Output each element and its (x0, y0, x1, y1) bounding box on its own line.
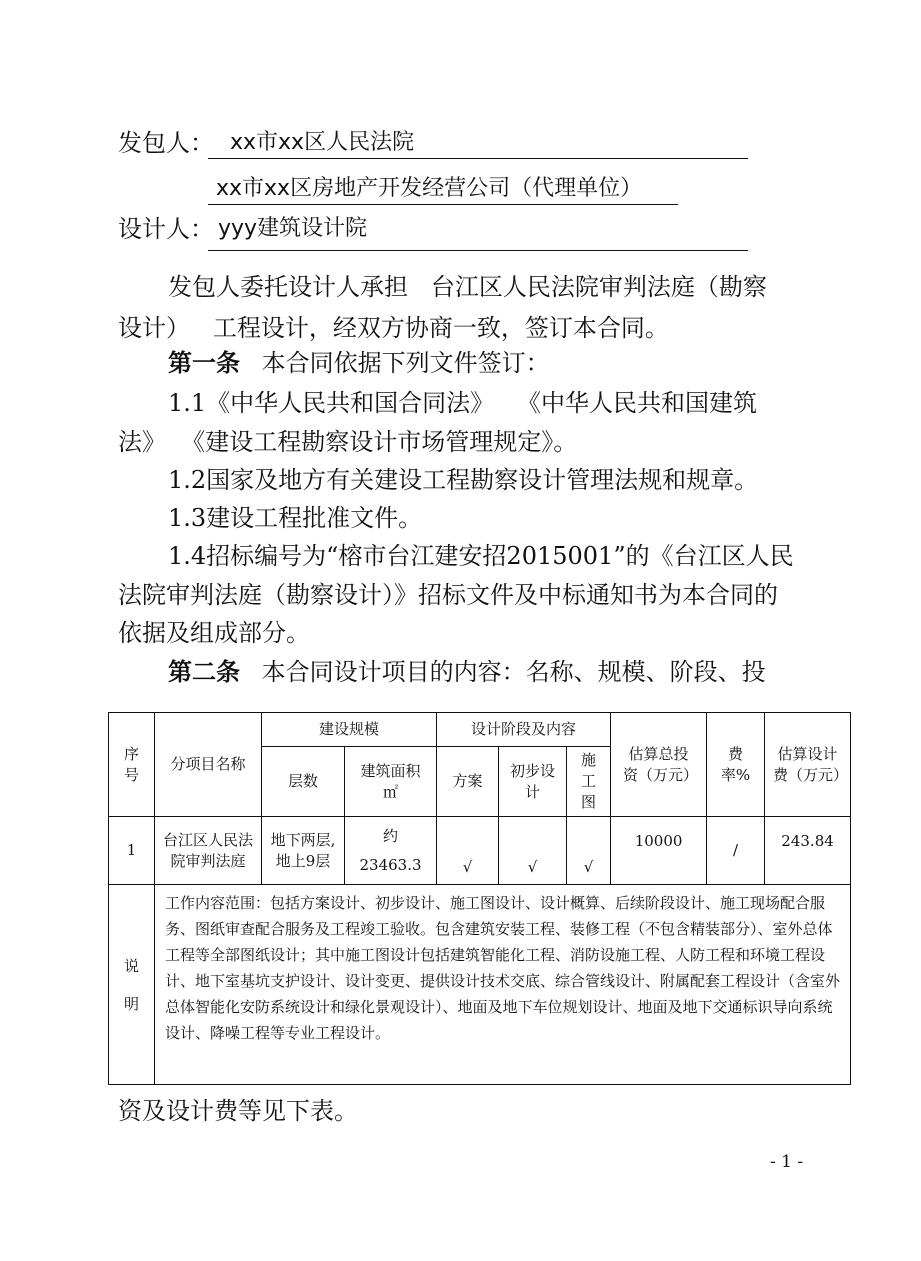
designer-underline (208, 250, 748, 251)
design-items-table (108, 712, 851, 1085)
employer-name: xx市xx区人民法院 (208, 128, 748, 159)
header-construction-drawing: 施工图 (567, 747, 611, 817)
designer-name: yyy建筑设计院 (218, 216, 368, 241)
cell-description-label: 说明 (109, 885, 155, 1085)
page-number: - 1 - (770, 1152, 804, 1172)
header-design-fee: 估算设计费（万元） (765, 713, 851, 817)
intro-line-2: 设计） 工程设计，经双方协商一致，签订本合同。 (118, 314, 669, 342)
cell-fee-rate: / (707, 817, 765, 885)
article-1-title: 第一条 (168, 349, 240, 377)
article-1-heading (168, 348, 550, 378)
cell-floors: 地下两层,地上9层 (262, 817, 345, 885)
header-seq: 序号 (109, 713, 155, 817)
designer-label: 设计人： (118, 215, 214, 243)
agent-name: xx市xx区房地产开发经营公司（代理单位） (208, 174, 678, 205)
clause-1-4-line-1: 1.4招标编号为“榕市台江建安招2015001”的《台江区人民 (168, 542, 794, 570)
header-item-name: 分项目名称 (155, 713, 262, 817)
after-table-text: 资及设计费等见下表。 (118, 1097, 358, 1125)
clause-1-2: 1.2国家及地方有关建设工程勘察设计管理法规和规章。 (168, 466, 759, 494)
employer-label: 发包人： (118, 129, 214, 157)
cell-preliminary-check: √ (499, 817, 567, 885)
intro-line-1: 发包人委托设计人承担 台江区人民法院审判法庭（勘察 (168, 273, 767, 301)
cell-seq: 1 (109, 817, 155, 885)
header-design-phase: 设计阶段及内容 (437, 713, 611, 747)
cell-floor-area-value: 23463.3 (359, 855, 422, 874)
clause-1-3: 1.3建设工程批准文件。 (168, 504, 423, 532)
cell-construction-check: √ (567, 817, 611, 885)
cell-scheme-check: √ (437, 817, 499, 885)
header-scheme: 方案 (437, 747, 499, 817)
cell-floor-area (345, 817, 437, 885)
header-floors: 层数 (262, 747, 345, 817)
clause-1-1-line-2: 法》 《建设工程勘察设计市场管理规定》。 (118, 428, 578, 456)
header-build-scale: 建设规模 (262, 713, 437, 747)
header-floor-area: 建筑面积㎡ (345, 747, 437, 817)
article-1-text: 本合同依据下列文件签订： (261, 349, 550, 377)
article-2-text: 本合同设计项目的内容：名称、规模、阶段、投 (261, 658, 766, 686)
header-total-investment: 估算总投资（万元） (611, 713, 707, 817)
cell-design-fee: 243.84 (765, 817, 851, 885)
article-2-title: 第二条 (168, 658, 240, 686)
cell-description-text: 工作内容范围：包括方案设计、初步设计、施工图设计、设计概算、后续阶段设计、施工现场配合服务、图纸审查配合服务及工程竣工验收。包含建筑安装工程、装修工程（不包含精装部分）、室外总体工程等全部图纸设计；其中施工图设计包括建筑智能化工程、消防设施工程、人防工程和环境工程设计、地下室基坑支护设计、设计变更、提供设计技术交底、综合管线设计、附属配套工程设计（含室外总体智能化安防系统设计和绿化景观设计）、地面及地下车位规划设计、地面及地下交通标识导向系统设计、降噪工程等专业工程设计。 (155, 885, 851, 1085)
cell-floor-area-prefix: 约 (383, 826, 399, 845)
header-fee-rate: 费率% (707, 713, 765, 817)
clause-1-1-line-1: 1.1《中华人民共和国合同法》 《中华人民共和国建筑 (168, 389, 758, 417)
cell-total-investment: 10000 (611, 817, 707, 885)
table-row (109, 817, 851, 885)
article-2-heading (168, 657, 766, 687)
cell-item-name: 台江区人民法院审判法庭 (155, 817, 262, 885)
clause-1-4-line-3: 依据及组成部分。 (118, 619, 310, 647)
clause-1-4-line-2: 法院审判法庭（勘察设计）》招标文件及中标通知书为本合同的 (118, 581, 778, 609)
header-preliminary: 初步设计 (499, 747, 567, 817)
